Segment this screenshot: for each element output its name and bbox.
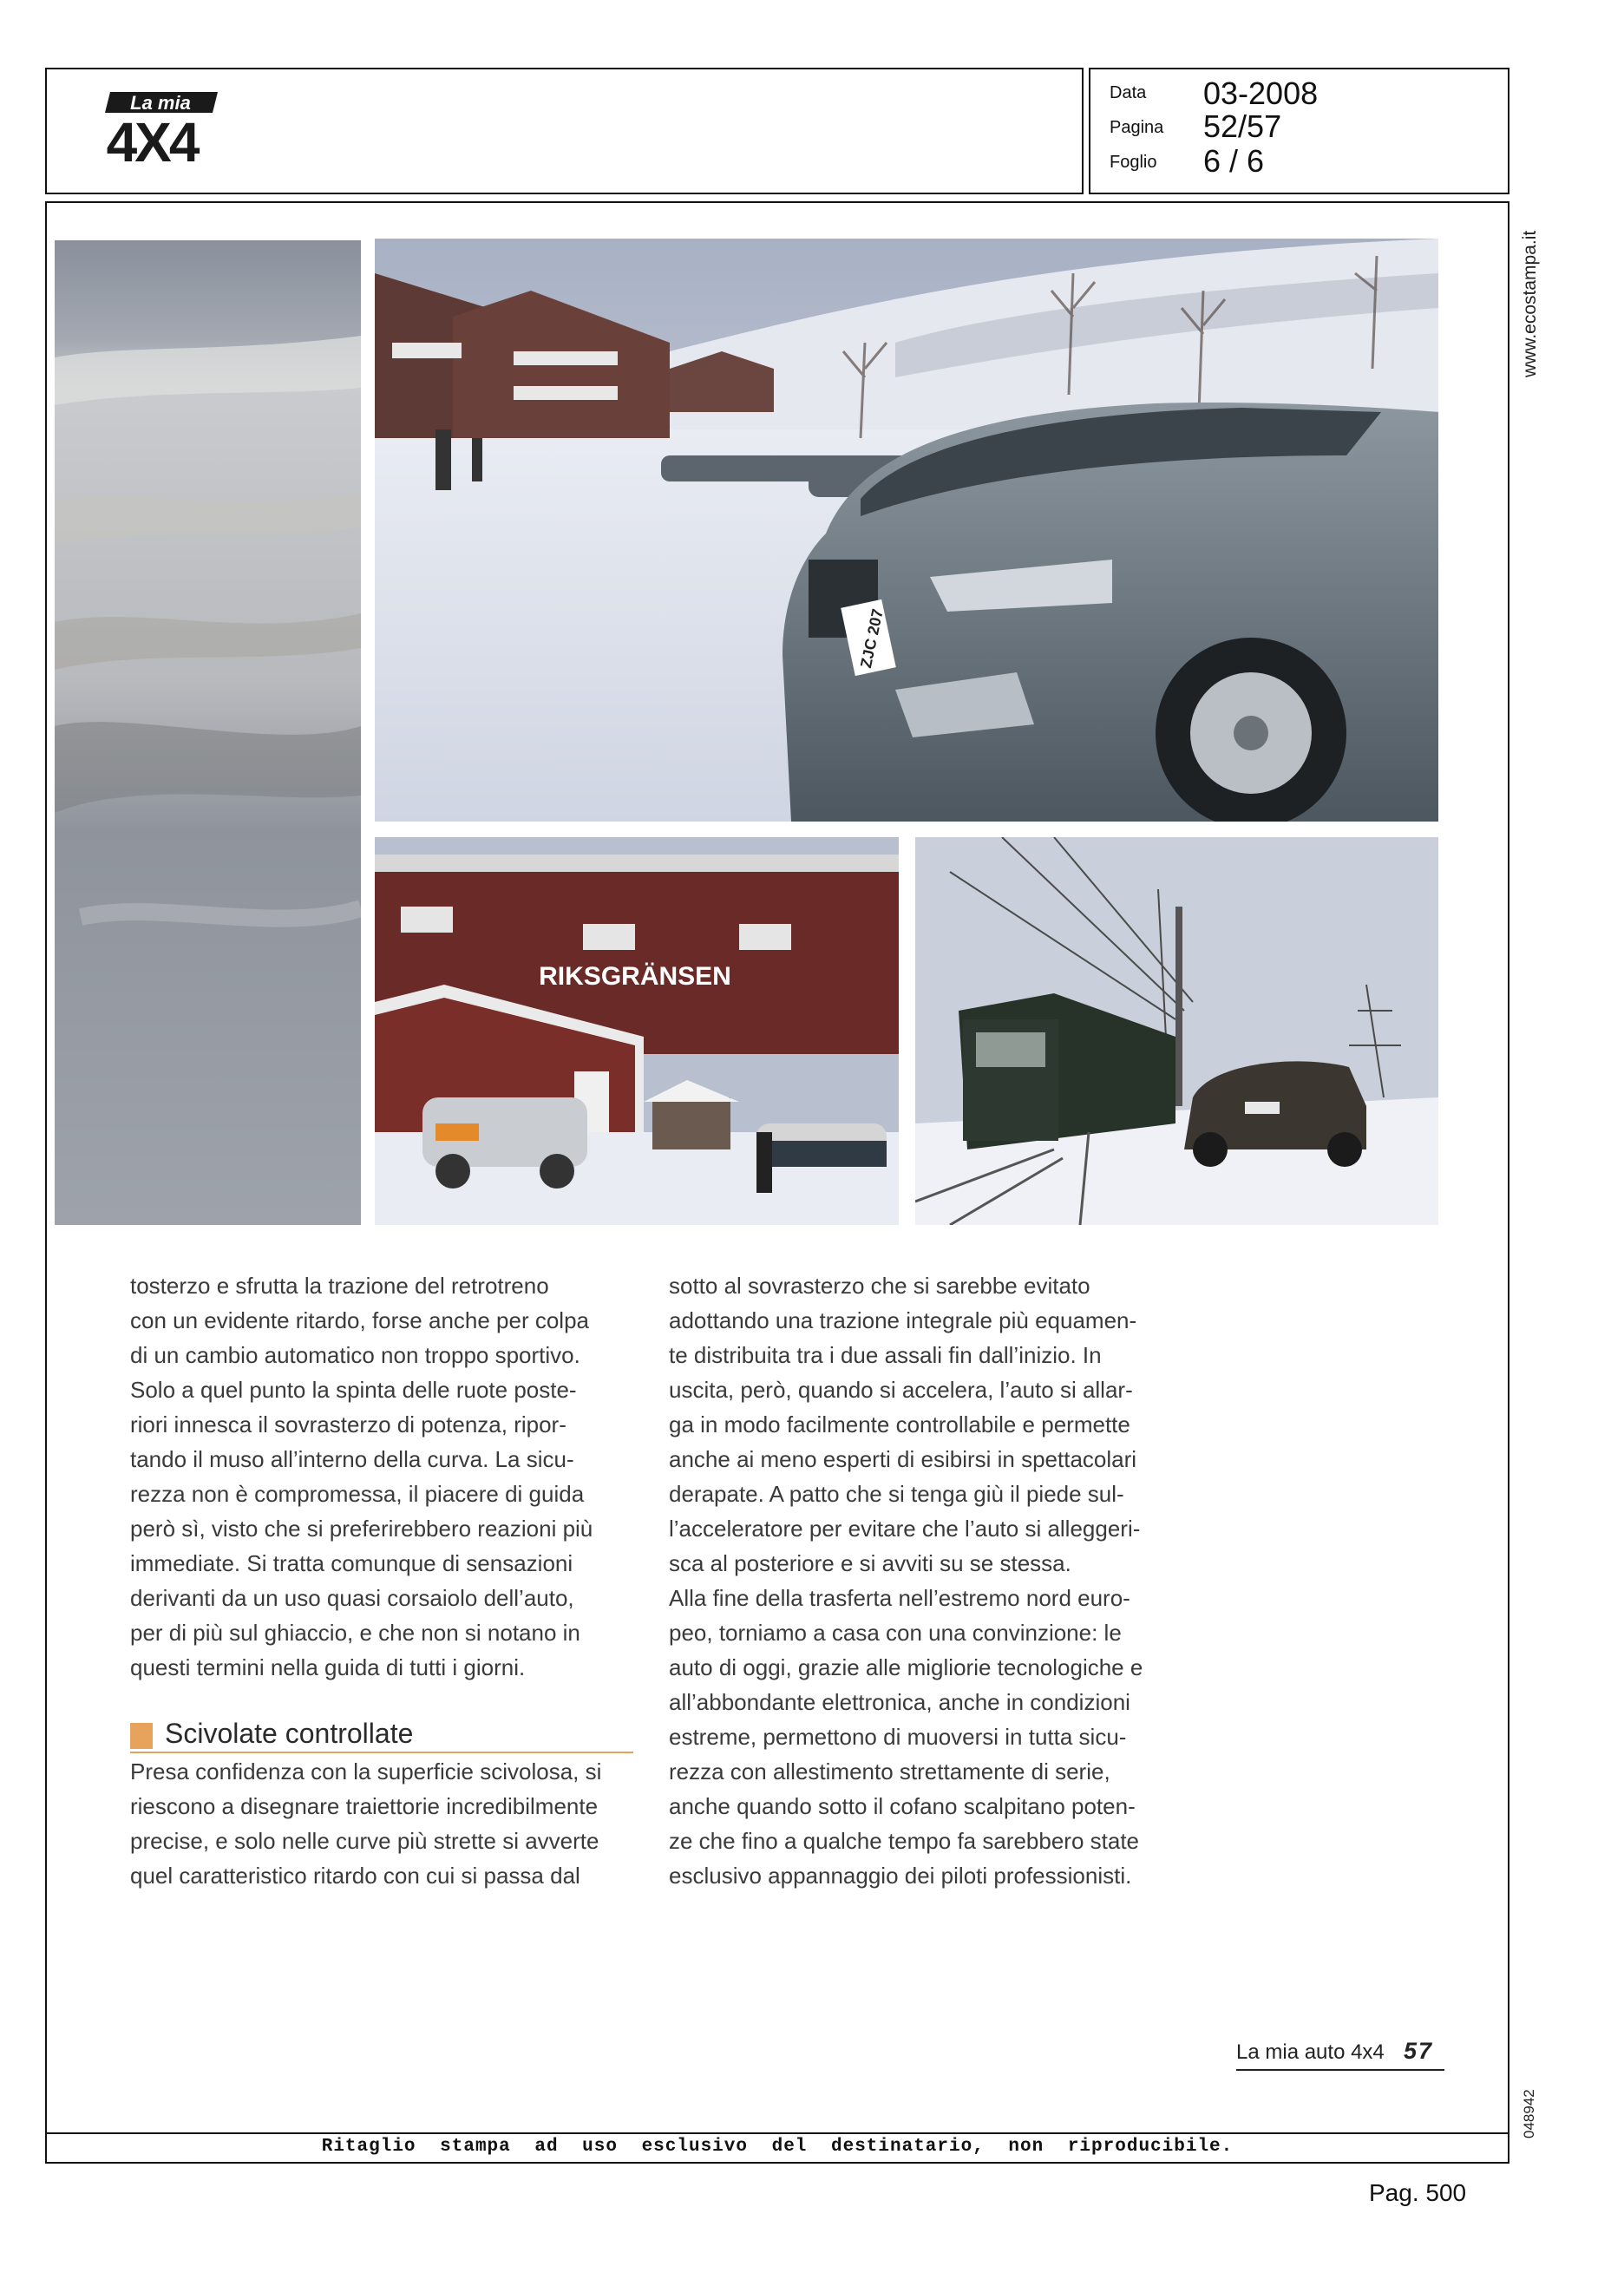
magazine-name: La mia auto 4x4 [1236,2040,1385,2064]
data-value: 03-2008 [1203,75,1319,111]
text-line: con un evidente ritardo, forse anche per colpa [130,1307,590,1333]
text-line: rezza non è compromessa, il piacere di guida [130,1481,585,1507]
text-line: precise, e solo nelle curve più strette si avverte [130,1828,599,1854]
text-line: Solo a quel punto la spinta delle ruote poste- [130,1377,577,1403]
text-line: all’abbondante elettronica, anche in condizioni [669,1689,1130,1715]
magazine-logo [82,88,221,167]
page-number: 57 [1404,2038,1434,2064]
foglio-value: 6 / 6 [1203,143,1265,179]
text-line: estreme, permettono di muoversi in tutta sicu- [669,1724,1127,1750]
article-column-left [130,1268,642,1685]
text-line: questi termini nella guida di tutti i giorni. [130,1654,526,1680]
section-rule [130,1752,633,1753]
text-line: peo, torniamo a casa con una convinzione: le [669,1620,1122,1646]
pagina-label: Pagina [1110,118,1164,137]
text-line: ga in modo facilmente controllabile e permette [669,1411,1130,1437]
disclaimer: Ritaglio stampa ad uso esclusivo del destinatario, non riproducibile. [321,2137,1234,2157]
data-label: Data [1110,83,1147,102]
text-line: per di più sul ghiaccio, e che non si notano in [130,1620,580,1646]
text-line: però sì, visto che si preferirebbero reazioni più [130,1516,593,1542]
photo-snowy-slope [55,240,361,1225]
header-meta-box [1089,68,1509,194]
foglio-label: Foglio [1110,153,1157,172]
text-line: Presa confidenza con la superficie scivolosa, si [130,1758,602,1785]
svg-text:La mia: La mia [130,92,191,114]
photo-train-and-car [915,837,1438,1225]
text-line: immediate. Si tratta comunque di sensazioni [130,1550,573,1576]
text-line: uscita, però, quando si accelera, l’auto si allar- [669,1377,1133,1403]
text-line: di un cambio automatico non troppo sportivo. [130,1342,580,1368]
license-plate-text: ZJC 207 [856,606,887,670]
text-line: riescono a disegnare traiettorie incredibilmente [130,1793,599,1819]
text-line: sca al posteriore e si avviti su se stessa. [669,1550,1071,1576]
text-line: quel caratteristico ritardo con cui si passa dal [130,1863,580,1889]
text-line: anche ai meno esperti di esibirsi in spettacolari [669,1446,1137,1472]
photo-riksgransen-station [375,837,899,1225]
article-column-right [669,1268,1189,1893]
photo-cars-lineup [375,239,1438,822]
text-line: tosterzo e sfrutta la trazione del retrotreno [130,1273,549,1299]
text-line: auto di oggi, grazie alle migliorie tecnologiche e [669,1654,1143,1680]
station-sign: RIKSGRÄNSEN [539,962,731,991]
section-heading [130,1718,633,1752]
text-line: adottando una trazione integrale più equamen- [669,1307,1137,1333]
clipping-code-text: 048942 [1521,2089,1537,2138]
svg-text:4X4: 4X4 [106,111,198,167]
ecostampa-url [1509,208,1544,382]
text-line: esclusivo appannaggio dei piloti professionisti. [669,1863,1132,1889]
text-line: te distribuita tra i due assali fin dall’inizio. In [669,1342,1102,1368]
section-marker [130,1723,153,1749]
brand-rule [1236,2069,1444,2071]
footer-divider [45,2132,1509,2134]
text-line: Alla fine della trasferta nell’estremo nord euro- [669,1585,1130,1611]
text-line: l’acceleratore per evitare che l’auto si alleggeri- [669,1516,1141,1542]
text-line: rezza con allestimento strettamente di serie, [669,1758,1110,1785]
text-line: derivanti da un uso quasi corsaiolo dell’auto, [130,1585,574,1611]
page-label: Pag. 500 [1369,2179,1467,2206]
text-line: tando il muso all’interno della curva. La sicu- [130,1446,574,1472]
text-line: derapate. A patto che si tenga giù il piede sul- [669,1481,1124,1507]
section-title: Scivolate controllate [165,1718,414,1749]
text-line: sotto al sovrasterzo che si sarebbe evitato [669,1273,1090,1299]
pagina-value: 52/57 [1203,108,1282,144]
text-line: riori innesca il sovrasterzo di potenza, ripor- [130,1411,566,1437]
text-line: ze che fino a qualche tempo fa sarebbero state [669,1828,1140,1854]
text-line: anche quando sotto il cofano scalpitano poten- [669,1793,1136,1819]
ecostampa-url-text: www.ecostampa.it [1520,230,1540,377]
clipping-code [1509,2065,1544,2143]
article-section-body [130,1754,642,1893]
